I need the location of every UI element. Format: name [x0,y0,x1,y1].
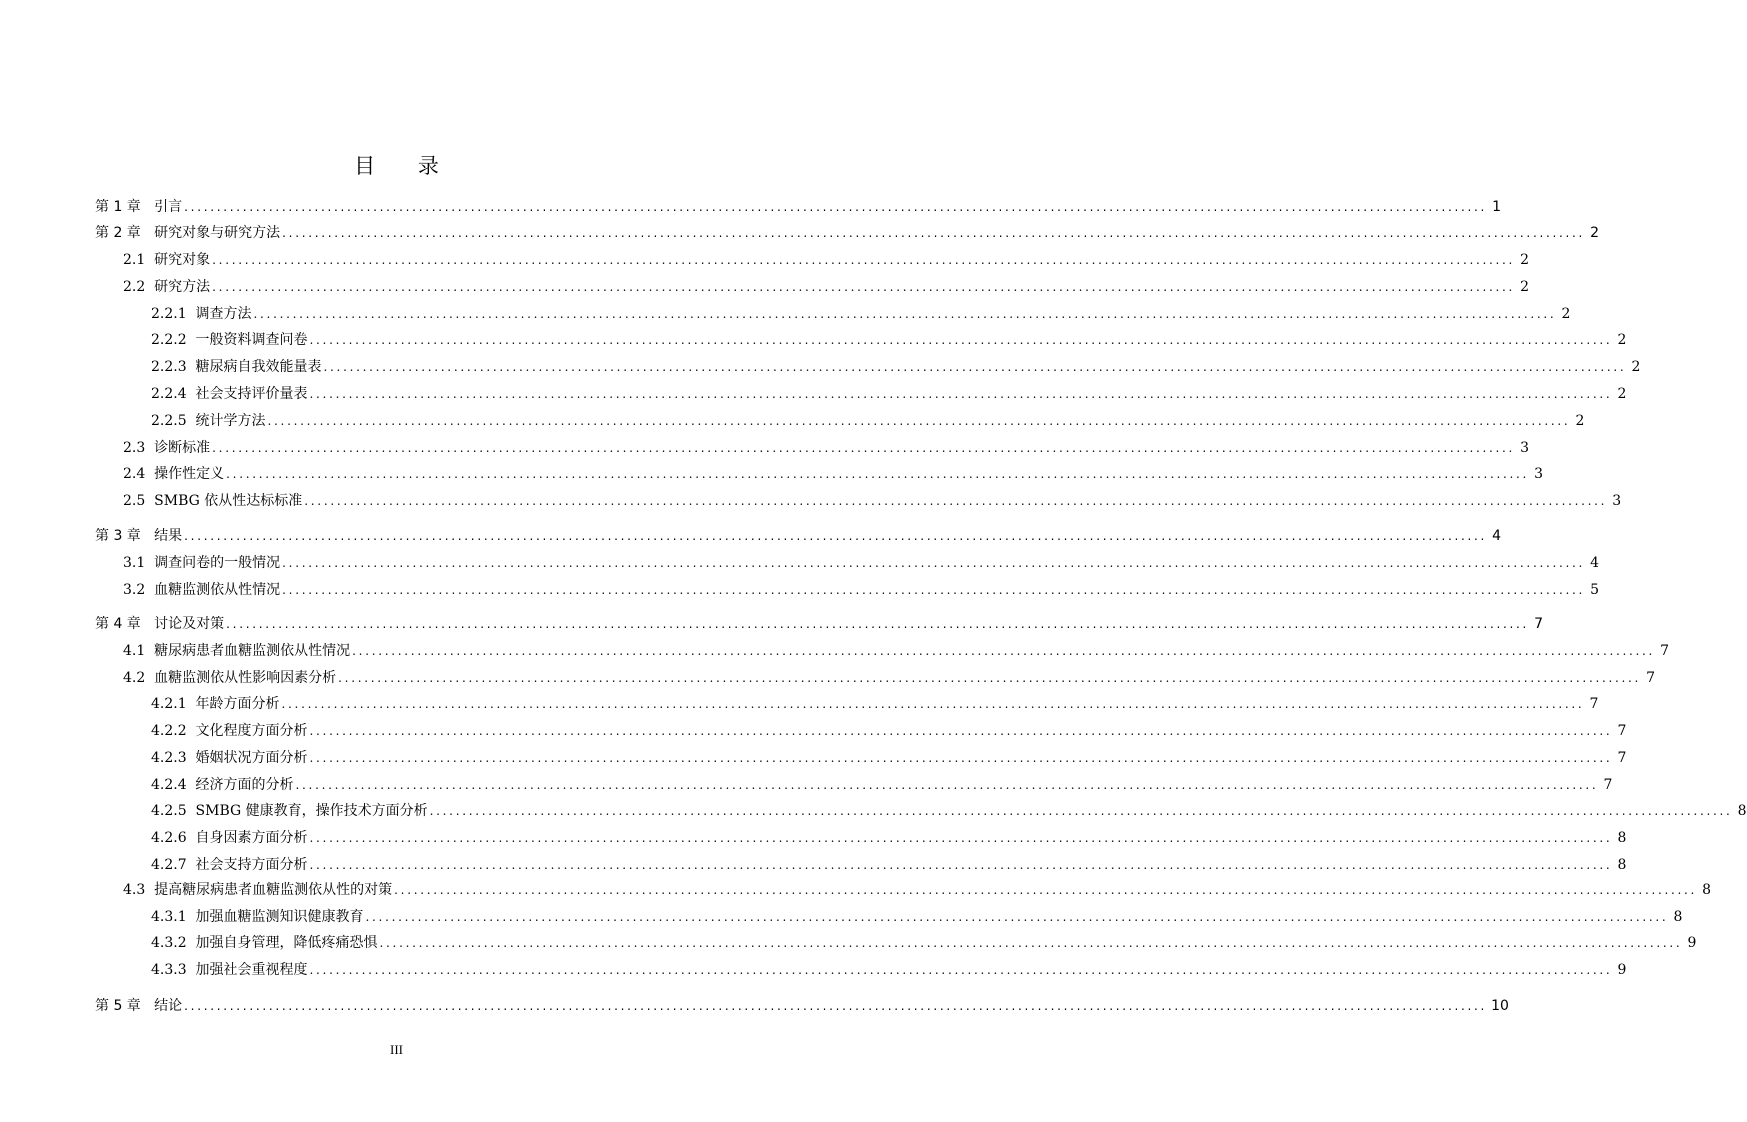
toc-entry-label: 诊断标准 [154,440,211,456]
toc-entry[interactable] [95,384,1627,404]
toc-entry-label: 加强自身管理，降低疼痛恐惧 [195,935,378,951]
toc-entry-number: 第 2 章 [95,225,155,241]
toc-entry[interactable] [95,464,1544,484]
toc-entry-label: 统计学方法 [195,413,266,429]
dot-leader: ........................................................................................................................................................................................................ [184,999,1488,1013]
toc-entry-page: 2 [1561,306,1571,322]
toc-entry[interactable] [95,828,1627,848]
dot-leader: ........................................................................................................................................................................................................ [282,583,1586,597]
toc-entry-label: 调查问卷的一般情况 [154,555,281,571]
toc-entry-label: 研究方法 [154,279,211,295]
toc-entry[interactable] [95,223,1600,243]
dot-leader: ........................................................................................................................................................................................................ [352,644,1656,658]
toc-entry-label: 结论 [154,998,183,1014]
dot-leader: ........................................................................................................................................................................................................ [226,617,1530,631]
toc-entry-label: 婚姻状况方面分析 [195,750,308,766]
dot-leader: ........................................................................................................................................................................................................ [212,280,1516,294]
toc-entry-label: SMBG 依从性达标标准 [154,493,303,509]
toc-entry-page: 2 [1631,359,1641,375]
dot-leader: ........................................................................................................................................................................................................ [309,751,1613,765]
toc-entry-number: 4.2.3 [151,750,196,766]
toc-entry-label: 讨论及对策 [154,616,225,632]
toc-entry-number: 第 3 章 [95,528,155,544]
toc-entry-number: 2.2 [123,279,155,295]
toc-entry-label: 结果 [154,528,183,544]
dot-leader: ........................................................................................................................................................................................................ [212,253,1516,267]
toc-entry-page: 8 [1737,803,1747,819]
toc-entry[interactable] [95,491,1622,511]
dot-leader: ........................................................................................................................................................................................................ [253,307,1557,321]
dot-leader: ........................................................................................................................................................................................................ [323,360,1627,374]
toc-entry[interactable] [95,907,1683,927]
toc-entry[interactable] [95,197,1502,217]
toc-entry[interactable] [95,357,1641,377]
toc-entry-label: 加强血糖监测知识健康教育 [195,909,364,925]
toc-entry-label: 调查方法 [195,306,252,322]
toc-entry-number: 2.2.5 [151,413,196,429]
dot-leader: ........................................................................................................................................................................................................ [394,883,1698,897]
dot-leader: ........................................................................................................................................................................................................ [304,494,1608,508]
toc-entry-label: 操作性定义 [154,466,225,482]
toc-entry[interactable] [95,411,1585,431]
toc-entry-number: 4.2.5 [151,803,196,819]
toc-entry-label: 血糖监测依从性影响因素分析 [154,670,337,686]
toc-entry-page: 7 [1534,616,1544,632]
toc-entry-page: 8 [1702,882,1712,898]
toc-entry-number: 第 1 章 [95,199,155,215]
toc-entry[interactable] [95,553,1600,573]
toc-entry-number: 4.2.1 [151,696,196,712]
toc-entry-page: 7 [1617,723,1627,739]
toc-entry-number: 4.1 [123,643,155,659]
toc-entry-number: 2.2.1 [151,306,196,322]
dot-leader: ........................................................................................................................................................................................................ [429,804,1733,818]
toc-entry-number: 4.2.6 [151,830,196,846]
toc-entry-page: 5 [1590,582,1600,598]
dot-leader: ........................................................................................................................................................................................................ [212,441,1516,455]
toc-entry-label: 引言 [154,199,183,215]
toc-entry-page: 7 [1589,696,1599,712]
toc-entry-page: 2 [1617,386,1627,402]
dot-leader: ........................................................................................................................................................................................................ [309,831,1613,845]
toc-entry-page: 2 [1590,225,1600,241]
toc-entry[interactable] [95,933,1697,953]
toc-entry[interactable] [95,580,1600,600]
dot-leader: ........................................................................................................................................................................................................ [295,778,1599,792]
toc-entry-label: 研究对象 [154,252,211,268]
toc-entry-number: 2.4 [123,466,155,482]
toc-entry-number: 2.2.2 [151,332,196,348]
toc-entry-page: 2 [1520,279,1530,295]
toc-entry-number: 2.1 [123,252,155,268]
toc-entry[interactable] [95,641,1670,661]
page-title: 目 录 [354,154,457,178]
toc-entry-page: 2 [1520,252,1530,268]
dot-leader: ........................................................................................................................................................................................................ [338,671,1642,685]
toc-entry-number: 4.2.4 [151,777,196,793]
toc-entry-number: 4.3 [123,882,155,898]
toc-entry-label: 糖尿病自我效能量表 [195,359,322,375]
dot-leader: ........................................................................................................................................................................................................ [184,200,1488,214]
toc-entry-label: 自身因素方面分析 [195,830,308,846]
toc-entry-page: 10 [1491,998,1509,1014]
toc-entry-number: 4.3.2 [151,935,196,951]
toc-entry-page: 3 [1612,493,1622,509]
toc-entry-number: 3.2 [123,582,155,598]
toc-entry[interactable] [95,801,1747,821]
toc-entry[interactable] [95,960,1627,980]
toc-entry-page: 7 [1646,670,1656,686]
toc-entry-number: 2.2.4 [151,386,196,402]
toc-entry[interactable] [95,668,1656,688]
dot-leader: ........................................................................................................................................................................................................ [379,936,1683,950]
toc-entry-label: 加强社会重视程度 [195,962,308,978]
toc-entry-page: 8 [1617,857,1627,873]
toc-entry-label: 提高糖尿病患者血糖监测依从性的对策 [154,882,393,898]
toc-entry-number: 第 5 章 [95,998,155,1014]
toc-entry-page: 9 [1687,935,1697,951]
toc-entry-label: 年龄方面分析 [195,696,280,712]
toc-entry-number: 4.2.7 [151,857,196,873]
dot-leader: ........................................................................................................................................................................................................ [184,529,1488,543]
toc-entry-page: 1 [1492,199,1502,215]
toc-entry-label: 血糖监测依从性情况 [154,582,281,598]
dot-leader: ........................................................................................................................................................................................................ [281,697,1585,711]
toc-entry-number: 第 4 章 [95,616,155,632]
toc-entry-label: 研究对象与研究方法 [154,225,281,241]
toc-entry-page: 9 [1617,962,1627,978]
toc-entry-number: 4.2.2 [151,723,196,739]
toc-entry-page: 2 [1575,413,1585,429]
toc-entry-page: 2 [1617,332,1627,348]
toc-entry-page: 4 [1492,528,1502,544]
toc-entry[interactable] [95,277,1530,297]
toc-entry[interactable] [95,694,1599,714]
dot-leader: ........................................................................................................................................................................................................ [267,414,1571,428]
toc-entry-number: 2.5 [123,493,155,509]
toc-entry-number: 2.2.3 [151,359,196,375]
toc-entry-label: 糖尿病患者血糖监测依从性情况 [154,643,351,659]
toc-entry[interactable] [95,721,1627,741]
toc-entry-label: 文化程度方面分析 [195,723,308,739]
dot-leader: ........................................................................................................................................................................................................ [226,467,1530,481]
toc-entry-number: 3.1 [123,555,155,571]
dot-leader: ........................................................................................................................................................................................................ [309,333,1613,347]
toc-entry-label: SMBG 健康教育，操作技术方面分析 [195,803,428,819]
toc-entry-page: 7 [1617,750,1627,766]
toc-entry[interactable] [95,250,1530,270]
toc-entry[interactable] [95,996,1509,1016]
toc-entry[interactable] [95,614,1544,634]
toc-entry-page: 8 [1673,909,1683,925]
toc-entry-page: 3 [1534,466,1544,482]
toc-entry[interactable] [95,330,1627,350]
toc-entry[interactable] [95,775,1613,795]
page-number: III [390,1042,403,1057]
toc-entry[interactable] [95,304,1571,324]
dot-leader: ........................................................................................................................................................................................................ [282,556,1586,570]
toc-entry-page: 4 [1590,555,1600,571]
toc-entry-label: 社会支持评价量表 [195,386,308,402]
dot-leader: ........................................................................................................................................................................................................ [309,387,1613,401]
toc-entry[interactable] [95,438,1530,458]
dot-leader: ........................................................................................................................................................................................................ [309,858,1613,872]
toc-entry-label: 经济方面的分析 [195,777,294,793]
toc-entry-page: 8 [1617,830,1627,846]
toc-entry-label: 社会支持方面分析 [195,857,308,873]
toc-entry[interactable] [95,748,1627,768]
toc-entry-page: 7 [1660,643,1670,659]
toc-entry[interactable] [95,526,1502,546]
dot-leader: ........................................................................................................................................................................................................ [309,724,1613,738]
toc-entry[interactable] [95,880,1712,900]
toc-entry-page: 3 [1520,440,1530,456]
dot-leader: ........................................................................................................................................................................................................ [282,226,1586,240]
dot-leader: ........................................................................................................................................................................................................ [365,910,1669,924]
toc-entry-number: 4.2 [123,670,155,686]
toc-entry-label: 一般资料调查问卷 [195,332,308,348]
toc-entry-page: 7 [1603,777,1613,793]
toc-entry[interactable] [95,855,1627,875]
dot-leader: ........................................................................................................................................................................................................ [309,963,1613,977]
toc-entry-number: 4.3.3 [151,962,196,978]
toc-entry-number: 2.3 [123,440,155,456]
toc-entry-number: 4.3.1 [151,909,196,925]
